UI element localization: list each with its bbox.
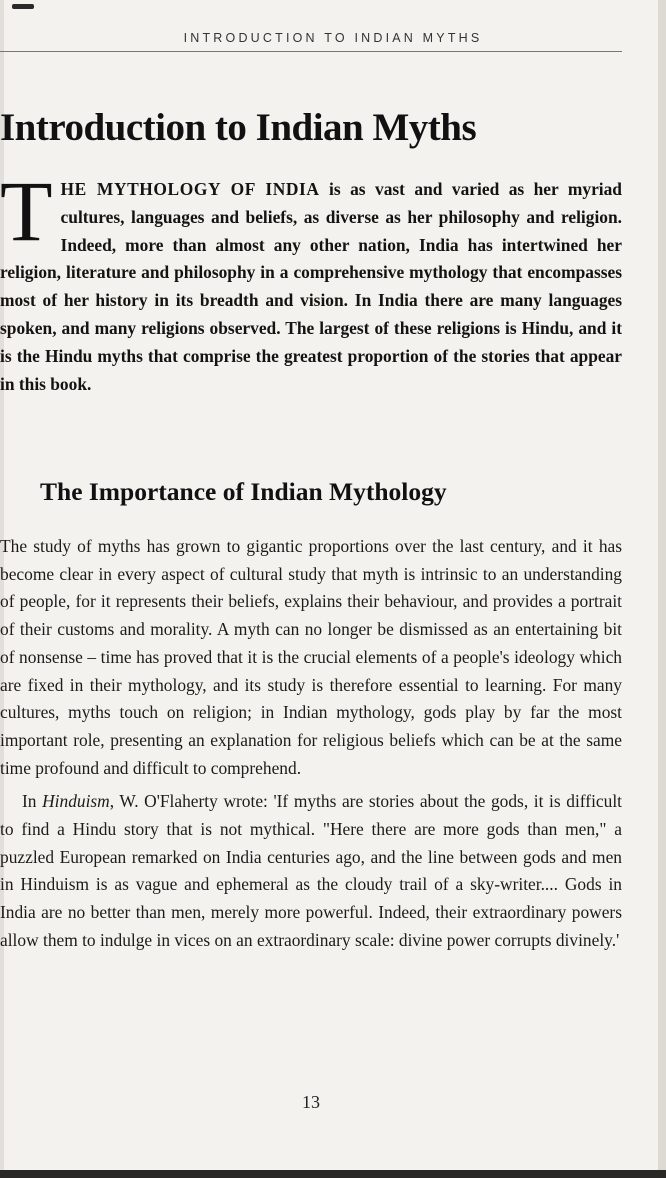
corner-mark	[12, 4, 34, 9]
intro-paragraph	[0, 163, 622, 398]
running-head: INTRODUCTION TO INDIAN MYTHS	[183, 31, 483, 45]
paragraph-2-rest: , W. O'Flaherty wrote: 'If myths are stories about the gods, it is difficult to find a Hindu story that is not mythical. "Here there are more gods than men," a puzzled European remarked on India centuries ago, and the line between gods and men in Hinduism is as vague and ephemeral as the cloudy trail of a sky-writer.... Gods in India are no better than men, merely more powerful. Indeed, their extraordinary powers allow them to indulge in vices on an extraordinary scale: divine power corrupts divinely.'	[0, 791, 622, 950]
intro-text: is as vast and varied as her myriad cultures, languages and beliefs, as diverse as her philosophy and religion. Indeed, more than almost any other nation, India has intertwined her religion, literature and philosophy in a comprehensive mythology that encompasses most of her history in its breadth and vision. In India there are many languages spoken, and many religions observed. The largest of these religions is Hindu, and it is the Hindu myths that comprise the greatest proportion of the stories that appear in this book.	[0, 179, 622, 394]
paragraph-2-prefix: In	[22, 791, 43, 812]
header-rule	[0, 51, 622, 52]
section-heading: The Importance of Indian Mythology	[40, 477, 447, 506]
body-text	[0, 533, 622, 955]
intro-lead-caps: HE MYTHOLOGY OF INDIA	[60, 179, 320, 199]
page-edge-right	[658, 0, 666, 1178]
body-paragraph-1: The study of myths has grown to gigantic proportions over the last century, and it has become clear in every aspect of cultural study that myth is intrinsic to an understanding of people, for it represents their beliefs, explains their behaviour, and provides a portrait of their customs and morality. A myth can no longer be dismissed as an entertaining bit of nonsense – time has proved that it is the crucial elements of a people's ideology which are fixed in their mythology, and its study is therefore essential to learning. For many cultures, myths touch on religion; in Indian mythology, gods play by far the most important role, presenting an explanation for religious beliefs which can be at the same time profound and difficult to comprehend.	[0, 536, 622, 778]
body-paragraph-2	[0, 788, 622, 954]
drop-cap: T	[0, 163, 53, 259]
page-number: 13	[302, 1092, 320, 1112]
page-bottom-edge	[0, 1170, 666, 1178]
chapter-title: Introduction to Indian Myths	[0, 106, 477, 149]
book-title: Hinduism	[42, 791, 110, 812]
